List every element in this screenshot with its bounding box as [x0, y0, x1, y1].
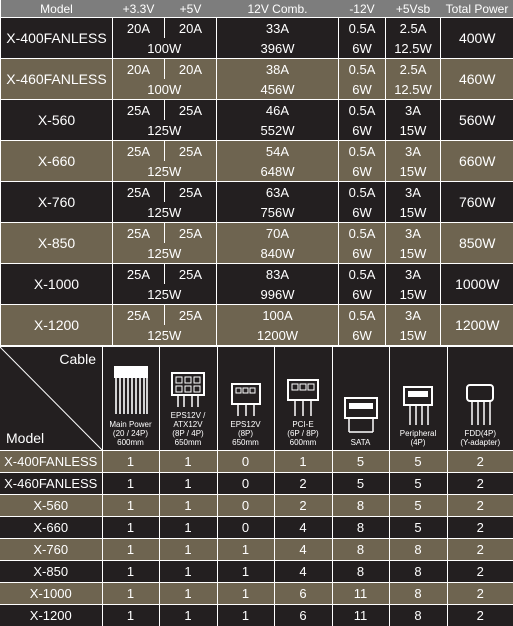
- connector-table: [0, 347, 513, 626]
- watts-5vsb: 12.5W: [386, 38, 441, 59]
- watts-3v3-5v: 100W: [113, 38, 217, 59]
- watts-5vsb: 15W: [386, 284, 441, 305]
- spec-row-group: [1, 182, 513, 223]
- atx-main-connector-icon: [111, 364, 151, 416]
- amps-5v: 25A: [165, 305, 217, 326]
- amps-3v3: 25A: [113, 223, 165, 244]
- watts-m12v: 6W: [339, 161, 386, 182]
- connector-row: [0, 473, 513, 495]
- col-eps12v-atx12v: [159, 347, 217, 451]
- connector-count: 8: [389, 583, 447, 605]
- connector-count: 1: [217, 561, 274, 583]
- connector-row: [0, 495, 513, 517]
- spec-amps-row: [1, 18, 513, 39]
- watts-5vsb: 15W: [386, 161, 441, 182]
- col-sata: [332, 347, 389, 451]
- amps-3v3: 25A: [113, 100, 165, 121]
- amps-12v: 83A: [217, 264, 339, 285]
- connector-count: 1: [159, 561, 217, 583]
- connector-count: 1: [102, 473, 159, 495]
- watts-3v3-5v: 125W: [113, 325, 217, 345]
- watts-12v: 456W: [217, 79, 339, 100]
- watts-m12v: 6W: [339, 202, 386, 223]
- connector-row: [0, 539, 513, 561]
- connector-count: 1: [159, 451, 217, 473]
- connector-count: 1: [217, 539, 274, 561]
- connector-model-name: X-400FANLESS: [0, 451, 102, 473]
- connector-count: 5: [389, 473, 447, 495]
- amps-5vsb: 3A: [386, 100, 441, 121]
- amps-m12v: 0.5A: [339, 182, 386, 203]
- main-power-label: Main Power (20 / 24P) 600mm: [109, 420, 151, 450]
- watts-3v3-5v: 125W: [113, 202, 217, 223]
- eps8-label: EPS12V (8P) 650mm: [230, 420, 260, 450]
- total-power: 460W: [441, 59, 513, 100]
- amps-5v: 25A: [165, 182, 217, 203]
- amps-12v: 100A: [217, 305, 339, 326]
- connector-model-name: X-760: [0, 539, 102, 561]
- spec-row-group: [1, 223, 513, 264]
- connector-count: 0: [217, 495, 274, 517]
- connector-count: 2: [447, 583, 513, 605]
- connector-count: 1: [102, 451, 159, 473]
- amps-5vsb: 3A: [386, 223, 441, 244]
- watts-3v3-5v: 125W: [113, 120, 217, 141]
- amps-5vsb: 2.5A: [386, 59, 441, 80]
- connector-count: 1: [102, 605, 159, 626]
- watts-12v: 552W: [217, 120, 339, 141]
- connector-count: 1: [217, 605, 274, 626]
- connector-count: 0: [217, 451, 274, 473]
- model-name: X-560: [1, 100, 113, 141]
- model-name: X-400FANLESS: [1, 18, 113, 59]
- spec-amps-row: [1, 223, 513, 244]
- watts-m12v: 6W: [339, 284, 386, 305]
- spec-row-group: [1, 100, 513, 141]
- amps-3v3: 25A: [113, 141, 165, 162]
- connector-count: 1: [102, 495, 159, 517]
- connector-count: 8: [389, 561, 447, 583]
- connector-row: [0, 605, 513, 626]
- connector-count: 1: [159, 517, 217, 539]
- amps-3v3: 25A: [113, 305, 165, 326]
- model-name: X-460FANLESS: [1, 59, 113, 100]
- connector-header-row: [0, 347, 513, 451]
- connector-count: 8: [332, 561, 389, 583]
- amps-12v: 46A: [217, 100, 339, 121]
- cable-label: Cable: [59, 351, 96, 367]
- connector-count: 0: [217, 517, 274, 539]
- connector-count: 2: [274, 473, 332, 495]
- amps-5v: 25A: [165, 223, 217, 244]
- connector-count: 4: [274, 561, 332, 583]
- connector-count: 5: [389, 517, 447, 539]
- watts-3v3-5v: 125W: [113, 161, 217, 182]
- col-fdd: [447, 347, 513, 451]
- connector-count: 6: [274, 605, 332, 626]
- header-m12v: -12V: [339, 0, 386, 18]
- sata-label: SATA: [351, 438, 371, 450]
- model-name: X-760: [1, 182, 113, 223]
- watts-5vsb: 15W: [386, 120, 441, 141]
- amps-m12v: 0.5A: [339, 18, 386, 39]
- peripheral-label: Peripheral (4P): [400, 429, 436, 450]
- amps-m12v: 0.5A: [339, 141, 386, 162]
- connector-count: 2: [447, 517, 513, 539]
- watts-12v: 1200W: [217, 325, 339, 345]
- amps-m12v: 0.5A: [339, 100, 386, 121]
- watts-3v3-5v: 125W: [113, 243, 217, 264]
- connector-count: 1: [102, 539, 159, 561]
- connector-count: 8: [389, 539, 447, 561]
- amps-12v: 70A: [217, 223, 339, 244]
- amps-5v: 20A: [165, 59, 217, 80]
- amps-12v: 54A: [217, 141, 339, 162]
- amps-3v3: 20A: [113, 18, 165, 39]
- model-name: X-660: [1, 141, 113, 182]
- spec-header-row: [1, 0, 513, 18]
- connector-model-name: X-1000: [0, 583, 102, 605]
- amps-5vsb: 3A: [386, 182, 441, 203]
- watts-m12v: 6W: [339, 38, 386, 59]
- watts-12v: 840W: [217, 243, 339, 264]
- connector-count: 2: [447, 561, 513, 583]
- connector-count: 8: [389, 605, 447, 626]
- connector-count: 4: [274, 539, 332, 561]
- model-name: X-850: [1, 223, 113, 264]
- connector-count: 1: [102, 517, 159, 539]
- total-power: 660W: [441, 141, 513, 182]
- amps-m12v: 0.5A: [339, 305, 386, 326]
- connector-count: 6: [274, 583, 332, 605]
- fdd-label: FDD(4P) (Y-adapter): [460, 429, 500, 450]
- amps-12v: 33A: [217, 18, 339, 39]
- col-eps12v: [217, 347, 274, 451]
- spec-row-group: [1, 59, 513, 100]
- connector-model-name: X-460FANLESS: [0, 473, 102, 495]
- amps-m12v: 0.5A: [339, 223, 386, 244]
- watts-5vsb: 12.5W: [386, 79, 441, 100]
- connector-count: 4: [274, 517, 332, 539]
- amps-12v: 63A: [217, 182, 339, 203]
- connector-count: 2: [447, 495, 513, 517]
- spec-row-group: [1, 141, 513, 182]
- connector-count: 11: [332, 605, 389, 626]
- header-12v: 12V Comb.: [217, 0, 339, 18]
- model-name: X-1000: [1, 264, 113, 305]
- connector-count: 8: [332, 495, 389, 517]
- connector-model-name: X-1200: [0, 605, 102, 626]
- amps-5v: 25A: [165, 141, 217, 162]
- connector-count: 2: [447, 605, 513, 626]
- peripheral-connector-icon: [400, 381, 436, 425]
- amps-5v: 20A: [165, 18, 217, 39]
- connector-count: 8: [332, 539, 389, 561]
- eps-connector-icon: [168, 367, 208, 407]
- amps-5vsb: 3A: [386, 264, 441, 285]
- spec-amps-row: [1, 59, 513, 80]
- spec-amps-row: [1, 100, 513, 121]
- spec-amps-row: [1, 141, 513, 162]
- connector-count: 1: [217, 583, 274, 605]
- watts-m12v: 6W: [339, 120, 386, 141]
- connector-count: 1: [102, 583, 159, 605]
- connector-count: 2: [274, 495, 332, 517]
- amps-3v3: 20A: [113, 59, 165, 80]
- connector-count: 1: [159, 495, 217, 517]
- col-pcie: [274, 347, 332, 451]
- connector-row: [0, 517, 513, 539]
- amps-5vsb: 3A: [386, 305, 441, 326]
- spec-row-group: [1, 264, 513, 305]
- header-5vsb: +5Vsb: [386, 0, 441, 18]
- spec-amps-row: [1, 182, 513, 203]
- watts-m12v: 6W: [339, 79, 386, 100]
- header-model: Model: [1, 0, 113, 18]
- connector-count: 5: [332, 473, 389, 495]
- spec-row-group: [1, 305, 513, 346]
- total-power: 400W: [441, 18, 513, 59]
- watts-12v: 396W: [217, 38, 339, 59]
- watts-3v3-5v: 125W: [113, 284, 217, 305]
- connector-count: 2: [447, 473, 513, 495]
- total-power: 1200W: [441, 305, 513, 346]
- watts-12v: 996W: [217, 284, 339, 305]
- watts-m12v: 6W: [339, 325, 386, 345]
- header-5v: +5V: [165, 0, 217, 18]
- amps-5v: 25A: [165, 264, 217, 285]
- col-main-power: [102, 347, 159, 451]
- watts-3v3-5v: 100W: [113, 79, 217, 100]
- spec-amps-row: [1, 264, 513, 285]
- connector-count: 0: [217, 473, 274, 495]
- amps-3v3: 25A: [113, 182, 165, 203]
- amps-5vsb: 3A: [386, 141, 441, 162]
- amps-12v: 38A: [217, 59, 339, 80]
- watts-12v: 756W: [217, 202, 339, 223]
- amps-m12v: 0.5A: [339, 59, 386, 80]
- sata-connector-icon: [339, 394, 383, 434]
- model-name: X-1200: [1, 305, 113, 346]
- amps-3v3: 25A: [113, 264, 165, 285]
- connector-model-name: X-660: [0, 517, 102, 539]
- watts-5vsb: 15W: [386, 325, 441, 345]
- spec-amps-row: [1, 305, 513, 326]
- amps-m12v: 0.5A: [339, 264, 386, 285]
- total-power: 1000W: [441, 264, 513, 305]
- amps-5vsb: 2.5A: [386, 18, 441, 39]
- connector-count: 2: [447, 451, 513, 473]
- connector-count: 1: [159, 473, 217, 495]
- amps-5v: 25A: [165, 100, 217, 121]
- connector-count: 1: [159, 539, 217, 561]
- pcie-label: PCI-E (6P / 8P) 600mm: [287, 420, 318, 450]
- connector-count: 1: [102, 561, 159, 583]
- total-power: 760W: [441, 182, 513, 223]
- header-total: Total Power: [441, 0, 513, 18]
- header-3v3: +3.3V: [113, 0, 165, 18]
- corner-cell: [0, 347, 102, 451]
- connector-count: 8: [332, 517, 389, 539]
- pcie-connector-icon: [285, 372, 321, 416]
- connector-count: 1: [159, 583, 217, 605]
- connector-row: [0, 451, 513, 473]
- connector-model-name: X-560: [0, 495, 102, 517]
- watts-12v: 648W: [217, 161, 339, 182]
- model-label: Model: [6, 430, 44, 446]
- total-power: 850W: [441, 223, 513, 264]
- connector-model-name: X-850: [0, 561, 102, 583]
- connector-row: [0, 583, 513, 605]
- connector-count: 5: [332, 451, 389, 473]
- spec-row-group: [1, 18, 513, 59]
- connector-row: [0, 561, 513, 583]
- fdd-connector-icon: [462, 379, 498, 425]
- connector-count: 5: [389, 451, 447, 473]
- connector-count: 1: [274, 451, 332, 473]
- watts-m12v: 6W: [339, 243, 386, 264]
- col-peripheral: [389, 347, 447, 451]
- total-power: 560W: [441, 100, 513, 141]
- connector-count: 11: [332, 583, 389, 605]
- connector-count: 2: [447, 539, 513, 561]
- connector-count: 1: [159, 605, 217, 626]
- connector-count: 5: [389, 495, 447, 517]
- watts-5vsb: 15W: [386, 202, 441, 223]
- watts-5vsb: 15W: [386, 243, 441, 264]
- eps-atx-label: EPS12V / ATX12V (8P / 4P) 650mm: [171, 411, 206, 450]
- eps8-connector-icon: [228, 376, 264, 416]
